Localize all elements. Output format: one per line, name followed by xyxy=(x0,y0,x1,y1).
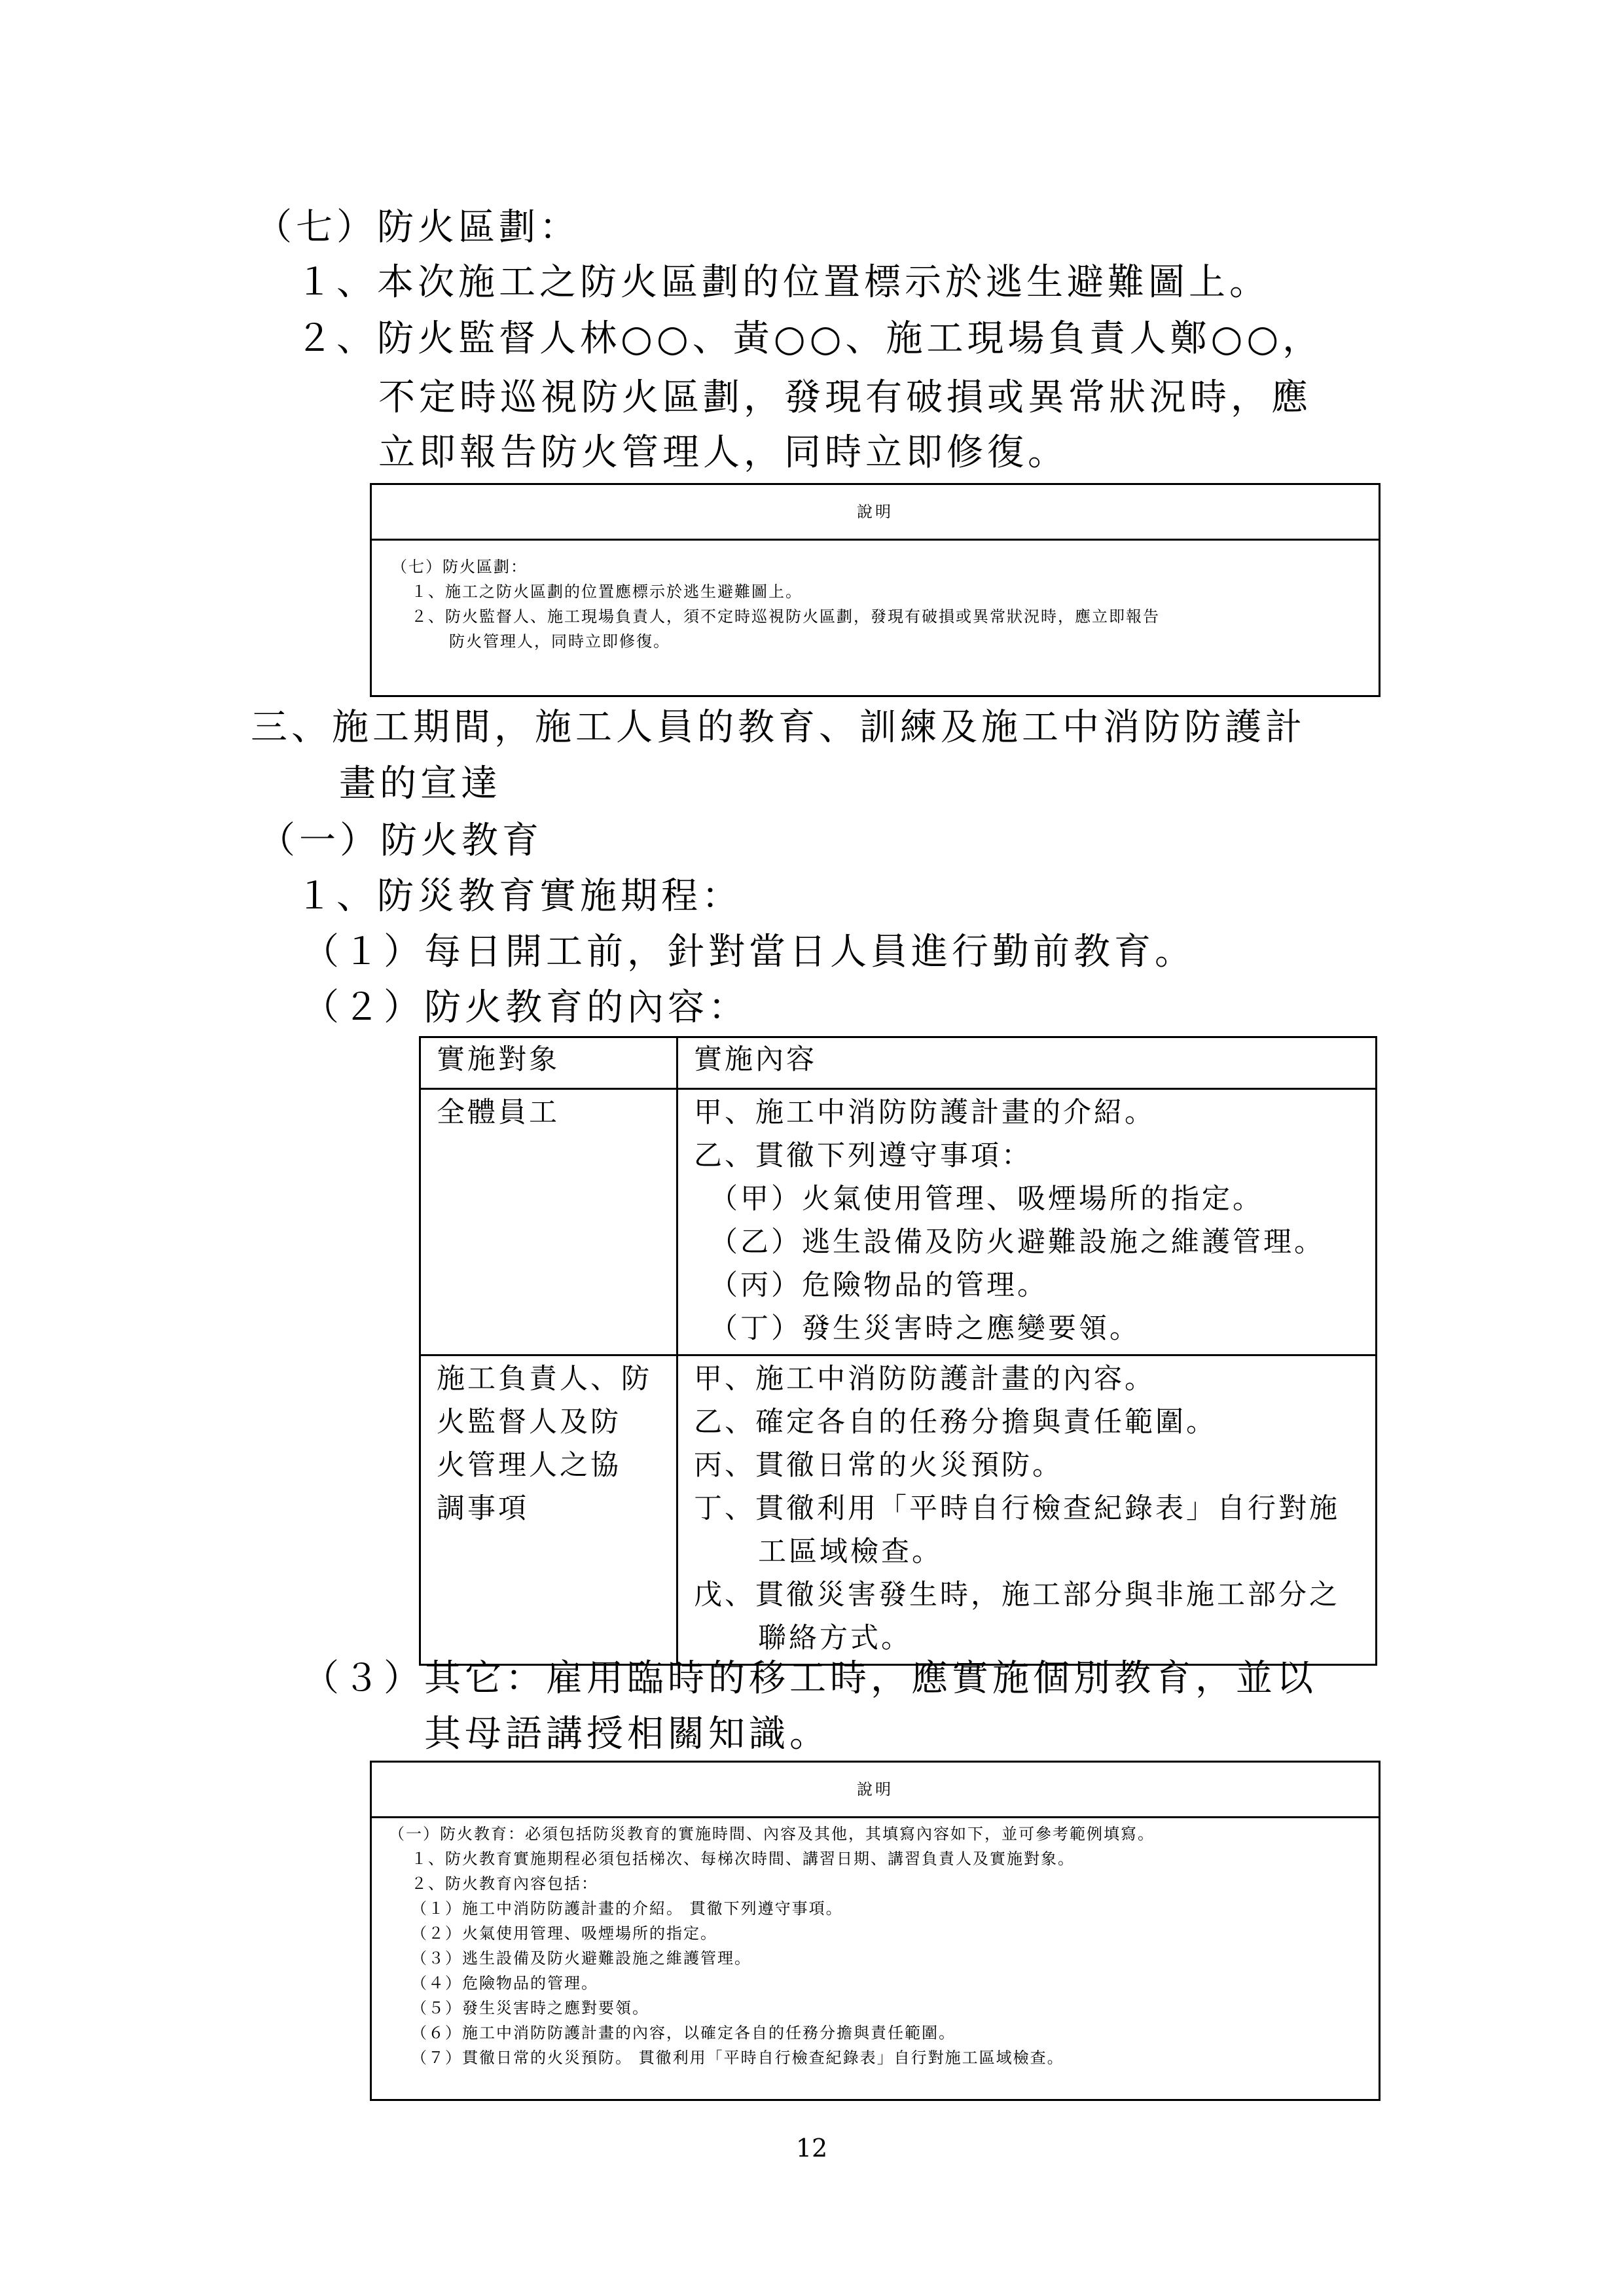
content-line: （丁）發生災害時之應變要領。 xyxy=(710,1312,1140,1345)
table-row xyxy=(420,1089,1377,1355)
education-schedule-item: １、防災教育實施期程： xyxy=(296,875,742,918)
content-line: 甲、施工中消防防護計畫的內容。 xyxy=(694,1363,1155,1395)
education-point-3-line-1: （３）其它：雇用臨時的移工時，應實施個別教育，並以 xyxy=(302,1657,1317,1700)
page-number: 12 xyxy=(795,2134,828,2162)
note2-line: （５）發生災害時之應對要領。 xyxy=(411,1999,649,2017)
content-line: 聯絡方式。 xyxy=(758,1622,912,1655)
target-line: 施工負責人、防 xyxy=(437,1363,652,1395)
target-line: 火監督人及防 xyxy=(437,1406,621,1439)
table-row xyxy=(420,1355,1377,1665)
note2-line: （６）施工中消防防護計畫的內容，以確定各自的任務分擔與責任範圍。 xyxy=(411,2024,956,2042)
note2-line: ２、防火教育內容包括： xyxy=(411,1874,598,1893)
education-point-1: （１）每日開工前，針對當日人員進行勤前教育。 xyxy=(302,931,1195,973)
explanation-box-1-caption: 說明 xyxy=(372,485,1379,541)
table-cell-content xyxy=(677,1355,1377,1665)
target-line: 火管理人之協 xyxy=(437,1449,621,1482)
table-cell-target xyxy=(420,1089,677,1355)
content-line: 丙、貫徹日常的火災預防。 xyxy=(694,1449,1063,1482)
target-line: 調事項 xyxy=(437,1492,529,1525)
content-line: 戊、貫徹災害發生時，施工部分與非施工部分之 xyxy=(694,1579,1340,1611)
section7-item-2-line-3: 立即報告防火管理人，同時立即修復。 xyxy=(378,431,1068,474)
note1-line: １、施工之防火區劃的位置應標示於逃生避難圖上。 xyxy=(411,583,803,601)
table-header-row xyxy=(420,1037,1377,1089)
table-header-target: 實施對象 xyxy=(420,1037,677,1089)
table-cell-target xyxy=(420,1355,677,1665)
content-line: （丙）危險物品的管理。 xyxy=(710,1269,1048,1302)
note2-line: （３）逃生設備及防火避難設施之維護管理。 xyxy=(411,1949,751,1967)
section-3-heading-line-1: 三、施工期間，施工人員的教育、訓練及施工中消防防護計 xyxy=(251,706,1306,749)
content-line: 工區域檢查。 xyxy=(758,1535,943,1568)
section-heading-fire-compartment: （七）防火區劃： xyxy=(255,206,580,249)
note2-line: （７）貫徹日常的火災預防。 貫徹利用「平時自行檢查紀錄表」自行對施工區域檢查。 xyxy=(411,2049,1064,2067)
note2-line: １、防火教育實施期程必須包括梯次、每梯次時間、講習日期、講習負責人及實施對象。 xyxy=(411,1850,1075,1868)
subsection-fire-education: （一）防火教育 xyxy=(259,819,543,862)
content-line: 乙、貫徹下列遵守事項： xyxy=(694,1139,1032,1172)
content-line: （乙）逃生設備及防火避難設施之維護管理。 xyxy=(710,1226,1325,1259)
section7-item-2-line-2: 不定時巡視防火區劃，發現有破損或異常狀況時，應 xyxy=(378,376,1312,419)
section-3-heading-line-2: 畫的宣達 xyxy=(339,762,501,805)
section7-item-1: １、本次施工之防火區劃的位置標示於逃生避難圖上。 xyxy=(296,261,1270,304)
content-line: （甲）火氣使用管理、吸煙場所的指定。 xyxy=(710,1183,1263,1215)
table-cell-content xyxy=(677,1089,1377,1355)
note1-line: ２、防火監督人、施工現場負責人，須不定時巡視防火區劃，發現有破損或異常狀況時，應立即報告 xyxy=(411,607,1160,626)
explanation-box-1 xyxy=(370,483,1380,697)
education-point-3-line-2: 其母語講授相關知識。 xyxy=(424,1713,830,1755)
education-point-2: （２）防火教育的內容： xyxy=(302,986,749,1029)
explanation-box-2-caption: 說明 xyxy=(372,1763,1379,1818)
section7-item-2-line-1: ２、防火監督人林○○、黃○○、施工現場負責人鄭○○， xyxy=(296,317,1324,360)
target-line: 全體員工 xyxy=(437,1096,560,1129)
content-line: 丁、貫徹利用「平時自行檢查紀錄表」自行對施 xyxy=(694,1492,1340,1525)
note2-line: （２）火氣使用管理、吸煙場所的指定。 xyxy=(411,1924,717,1943)
note2-line: （４）危險物品的管理。 xyxy=(411,1974,598,1992)
note2-line: （一）防火教育：必須包括防災教育的實施時間、內容及其他，其填寫內容如下，並可參考範例填寫。 xyxy=(389,1825,1155,1843)
table-header-content: 實施內容 xyxy=(677,1037,1377,1089)
content-line: 乙、確定各自的任務分擔與責任範圍。 xyxy=(694,1406,1217,1439)
note1-line: （七）防火區劃： xyxy=(391,558,528,576)
note2-line: （１）施工中消防防護計畫的介紹。 貫徹下列遵守事項。 xyxy=(411,1899,843,1918)
explanation-box-2 xyxy=(370,1761,1380,2101)
content-line: 甲、施工中消防防護計畫的介紹。 xyxy=(694,1096,1155,1129)
education-content-table xyxy=(419,1036,1377,1666)
note1-line: 防火管理人，同時立即修復。 xyxy=(449,632,670,651)
